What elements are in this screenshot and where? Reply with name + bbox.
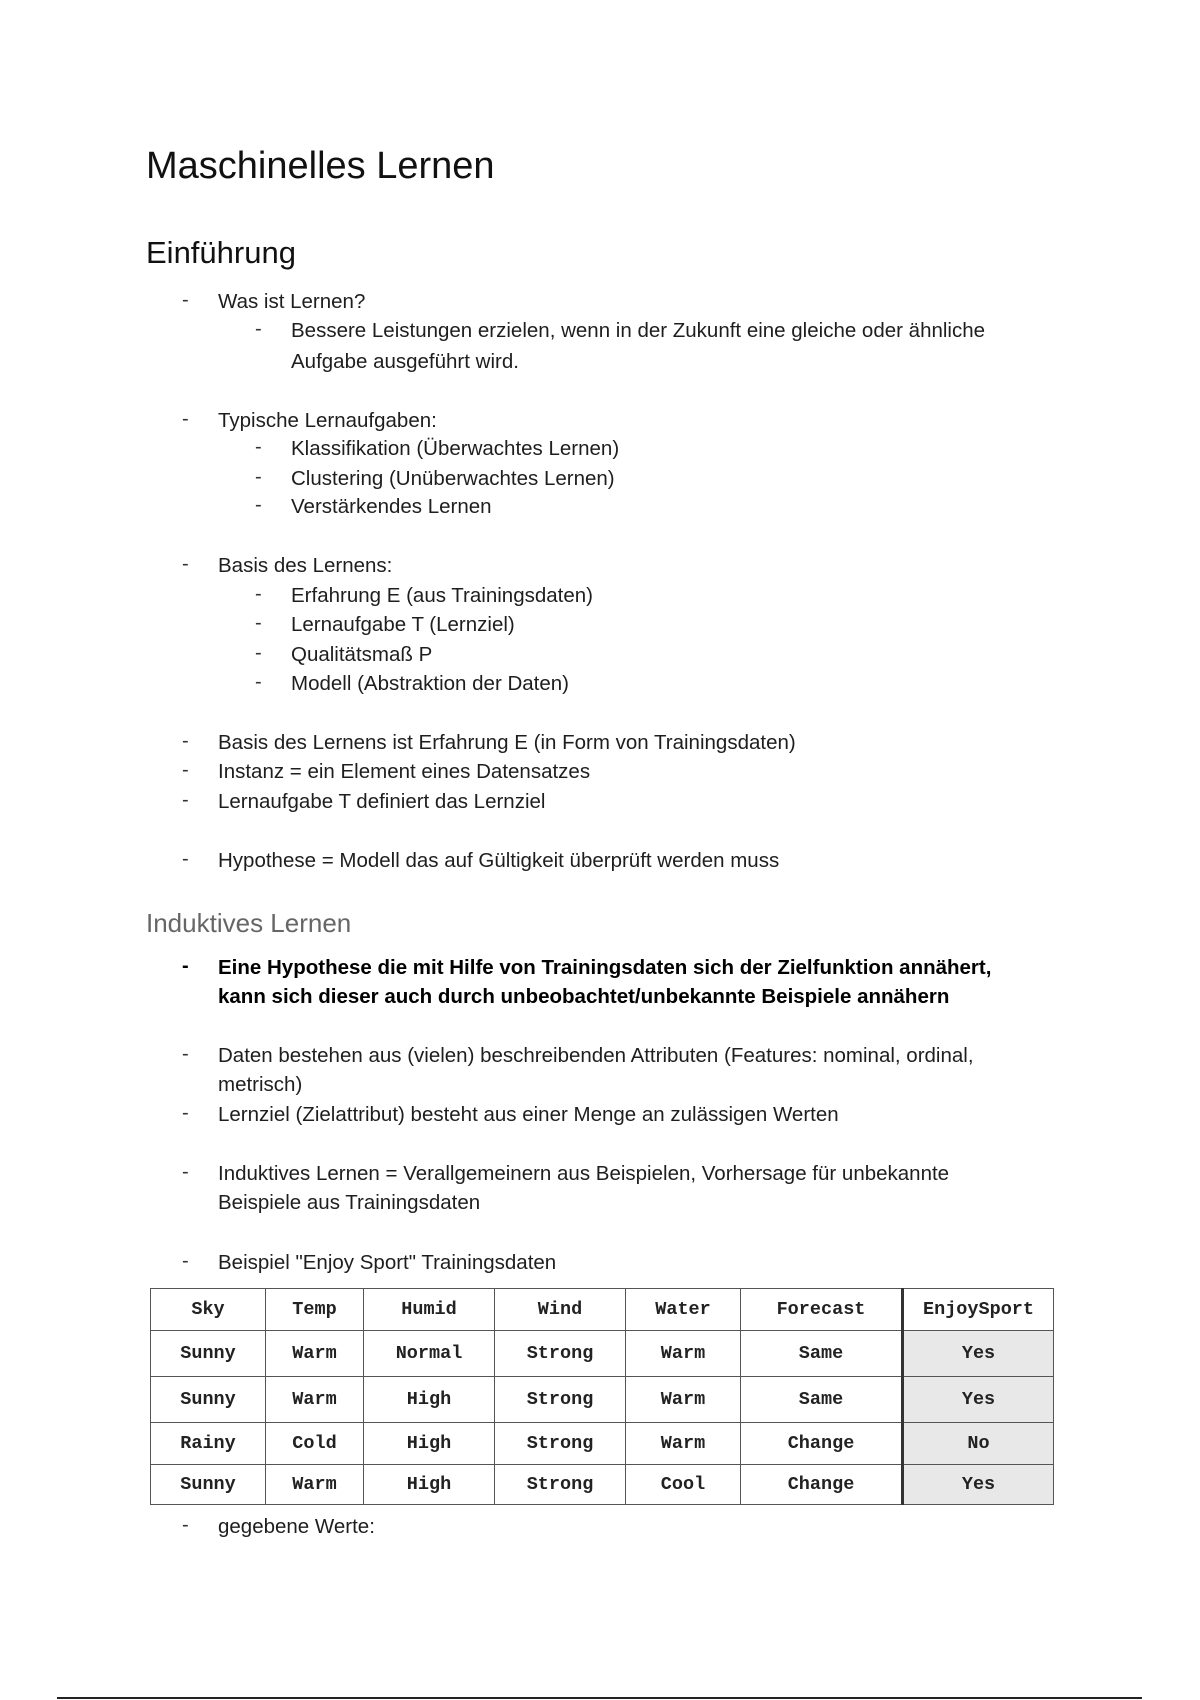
bullet-dash: - xyxy=(182,955,189,977)
table-row xyxy=(151,1331,1054,1377)
column-header: Water xyxy=(626,1289,741,1331)
bullet-dash: - xyxy=(182,1102,189,1124)
table-cell: Warm xyxy=(266,1377,364,1423)
bullet-dash: - xyxy=(182,730,189,752)
table-cell: Normal xyxy=(364,1331,495,1377)
bullet-dash: - xyxy=(182,789,189,811)
enjoy-sport-table xyxy=(150,1288,1054,1505)
table-cell: Warm xyxy=(626,1423,741,1465)
table-cell: Same xyxy=(741,1331,903,1377)
table-cell: No xyxy=(903,1423,1054,1465)
bullet-dash: - xyxy=(182,1161,189,1183)
table-cell: Yes xyxy=(903,1377,1054,1423)
table-cell: Warm xyxy=(626,1377,741,1423)
list-item: Beispiel "Enjoy Sport" Trainingsdaten xyxy=(218,1251,557,1274)
bullet-dash: - xyxy=(182,1250,189,1272)
bullet-dash: - xyxy=(255,318,262,340)
bullet-dash: - xyxy=(255,436,262,458)
list-item: gegebene Werte: xyxy=(218,1515,375,1538)
table-cell: Warm xyxy=(266,1331,364,1377)
table-cell: Same xyxy=(741,1377,903,1423)
list-item: Bessere Leistungen erzielen, wenn in der Zukunft eine gleiche oder ähnliche xyxy=(291,319,986,342)
table-cell: Yes xyxy=(903,1331,1054,1377)
list-item: Lernaufgabe T (Lernziel) xyxy=(291,613,515,636)
table-cell: Change xyxy=(741,1465,903,1505)
list-item: Clustering (Unüberwachtes Lernen) xyxy=(291,467,615,490)
bullet-dash: - xyxy=(255,494,262,516)
table-row xyxy=(151,1465,1054,1505)
table-cell: Rainy xyxy=(151,1423,266,1465)
bullet-dash: - xyxy=(182,848,189,870)
bullet-dash: - xyxy=(182,759,189,781)
table-cell: Yes xyxy=(903,1465,1054,1505)
column-header: Wind xyxy=(495,1289,626,1331)
list-item: Eine Hypothese die mit Hilfe von Trainingsdaten sich der Zielfunktion annähert, xyxy=(218,956,992,979)
section-heading-induktives-lernen: Induktives Lernen xyxy=(146,908,352,938)
list-item: Lernaufgabe T definiert das Lernziel xyxy=(218,790,546,813)
list-item: Klassifikation (Überwachtes Lernen) xyxy=(291,437,620,460)
table-header-row xyxy=(151,1289,1054,1331)
list-item: Verstärkendes Lernen xyxy=(291,495,492,518)
bullet-dash: - xyxy=(255,583,262,605)
bullet-dash: - xyxy=(255,466,262,488)
bullet-dash: - xyxy=(182,1514,189,1536)
list-item: Daten bestehen aus (vielen) beschreibenden Attributen (Features: nominal, ordinal, xyxy=(218,1044,974,1067)
column-header: Humid xyxy=(364,1289,495,1331)
bullet-dash: - xyxy=(182,408,189,430)
column-header: Temp xyxy=(266,1289,364,1331)
list-item: kann sich dieser auch durch unbeobachtet/unbekannte Beispiele annähern xyxy=(218,985,950,1008)
table-cell: Cold xyxy=(266,1423,364,1465)
table-cell: Strong xyxy=(495,1377,626,1423)
list-item: Induktives Lernen = Verallgemeinern aus Beispielen, Vorhersage für unbekannte xyxy=(218,1162,950,1185)
list-item: Aufgabe ausgeführt wird. xyxy=(291,350,519,373)
table-cell: High xyxy=(364,1465,495,1505)
column-header: Forecast xyxy=(741,1289,903,1331)
footer-divider xyxy=(57,1697,1142,1699)
column-header: Sky xyxy=(151,1289,266,1331)
table-cell: High xyxy=(364,1377,495,1423)
page-title: Maschinelles Lernen xyxy=(146,145,495,187)
table-cell: Warm xyxy=(626,1331,741,1377)
table-cell: Sunny xyxy=(151,1331,266,1377)
table-cell: Warm xyxy=(266,1465,364,1505)
table-cell: Strong xyxy=(495,1465,626,1505)
table-cell: High xyxy=(364,1423,495,1465)
list-item: Was ist Lernen? xyxy=(218,290,366,313)
list-item: Instanz = ein Element eines Datensatzes xyxy=(218,760,591,783)
list-item: Modell (Abstraktion der Daten) xyxy=(291,672,570,695)
list-item: Qualitätsmaß P xyxy=(291,643,433,666)
table-cell: Strong xyxy=(495,1331,626,1377)
table-cell: Cool xyxy=(626,1465,741,1505)
bullet-dash: - xyxy=(182,553,189,575)
list-item: Basis des Lernens ist Erfahrung E (in Form von Trainingsdaten) xyxy=(218,731,796,754)
list-item: Typische Lernaufgaben: xyxy=(218,409,437,432)
bullet-dash: - xyxy=(255,642,262,664)
table-cell: Change xyxy=(741,1423,903,1465)
table-cell: Strong xyxy=(495,1423,626,1465)
bullet-dash: - xyxy=(255,671,262,693)
column-header: EnjoySport xyxy=(903,1289,1054,1331)
section-heading-einfuehrung: Einführung xyxy=(146,235,296,270)
list-item: Beispiele aus Trainingsdaten xyxy=(218,1191,481,1214)
table-row xyxy=(151,1423,1054,1465)
list-item: Basis des Lernens: xyxy=(218,554,393,577)
list-item: Hypothese = Modell das auf Gültigkeit überprüft werden muss xyxy=(218,849,780,872)
bullet-dash: - xyxy=(182,289,189,311)
list-item: metrisch) xyxy=(218,1073,303,1096)
table-row xyxy=(151,1377,1054,1423)
bullet-dash: - xyxy=(182,1043,189,1065)
table-cell: Sunny xyxy=(151,1377,266,1423)
bullet-dash: - xyxy=(255,612,262,634)
list-item: Erfahrung E (aus Trainingsdaten) xyxy=(291,584,593,607)
table-cell: Sunny xyxy=(151,1465,266,1505)
list-item: Lernziel (Zielattribut) besteht aus einer Menge an zulässigen Werten xyxy=(218,1103,839,1126)
